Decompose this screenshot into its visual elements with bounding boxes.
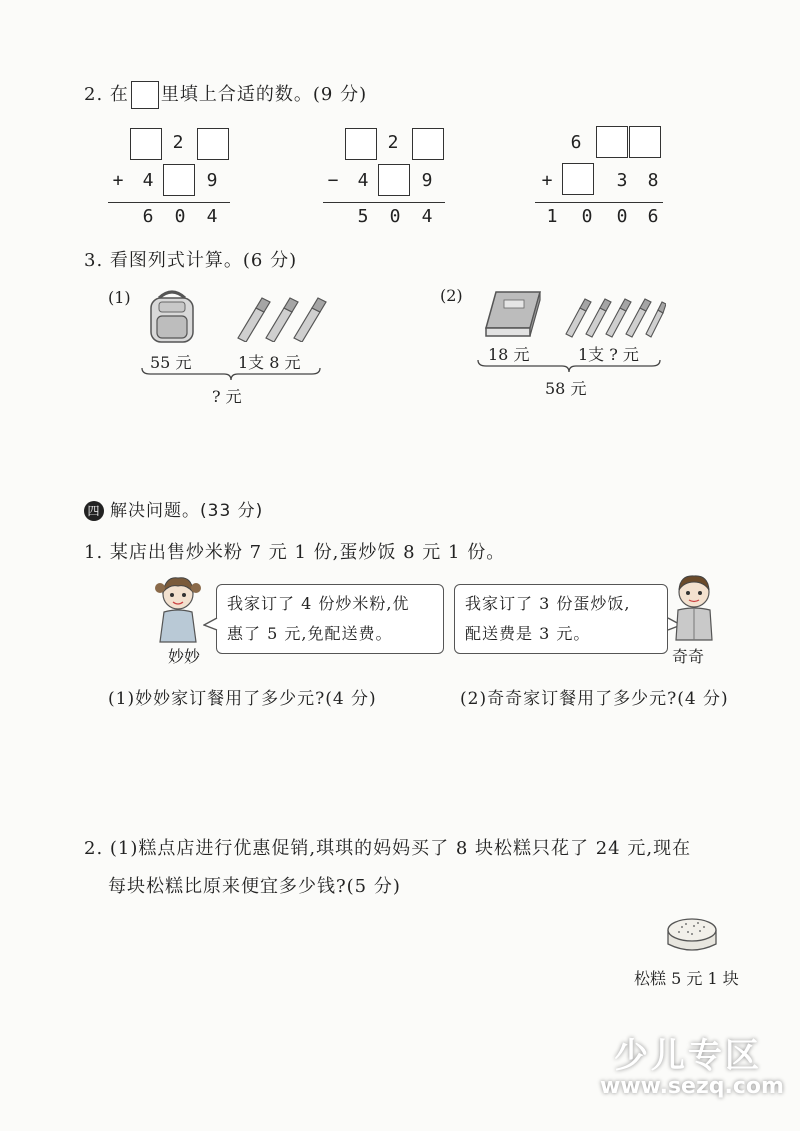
- answer-box[interactable]: [197, 128, 229, 160]
- section4-q1-text: 1. 某店出售炒米粉 7 元 1 份,蛋炒饭 8 元 1 份。: [84, 542, 506, 563]
- answer-box[interactable]: [629, 126, 661, 158]
- book-icon: [482, 288, 542, 340]
- difference-line: [323, 202, 445, 203]
- girl-illustration: [150, 574, 206, 644]
- backpack-icon: [145, 288, 199, 346]
- q3-part2-total: 58 元: [545, 379, 587, 398]
- answer-box[interactable]: [562, 163, 594, 195]
- section4-heading: 四 解决问题。(33 分): [84, 496, 263, 521]
- answer-box[interactable]: [130, 128, 162, 160]
- answer-box[interactable]: [378, 164, 410, 196]
- section-number-badge: 四: [84, 501, 104, 521]
- section4-q2-line1: 2. (1)糕点店进行优惠促销,琪琪的妈妈买了 8 块松糕只花了 24 元,现在: [84, 838, 692, 859]
- speech-tail: [203, 616, 218, 632]
- boy-illustration: [666, 572, 722, 642]
- q1-sub2: (2)奇奇家订餐用了多少元?(4 分): [460, 689, 729, 709]
- brace: [476, 358, 662, 374]
- sum-line: [108, 202, 230, 203]
- pen-price: 1支 ? 元: [578, 345, 639, 364]
- section4-q2-line2: 每块松糕比原来便宜多少钱?(5 分): [108, 876, 401, 897]
- q1-sub1: (1)妙妙家订餐用了多少元?(4 分): [108, 689, 377, 709]
- boy-name: 奇奇: [672, 647, 705, 666]
- girl-name: 妙妙: [168, 647, 201, 666]
- example-blank-box: [131, 81, 159, 109]
- brace: [140, 366, 322, 382]
- q3-part1-label: (1): [108, 288, 131, 307]
- pens-icon: [232, 292, 328, 342]
- q3-part1-total: ? 元: [212, 387, 242, 406]
- q2-title: 2. 在 里填上合适的数。(9 分): [84, 80, 367, 109]
- answer-box[interactable]: [163, 164, 195, 196]
- answer-box[interactable]: [412, 128, 444, 160]
- girl-speech-bubble: 我家订了 4 份炒米粉,优 惠了 5 元,免配送费。: [216, 584, 444, 654]
- q3-part2-label: (2): [440, 286, 463, 305]
- boy-speech-bubble: 我家订了 3 份蛋炒饭, 配送费是 3 元。: [454, 584, 668, 654]
- pen-price: 1支 8 元: [238, 353, 301, 372]
- book-price: 18 元: [488, 345, 530, 364]
- answer-box[interactable]: [596, 126, 628, 158]
- pens-icon: [562, 292, 666, 338]
- backpack-price: 55 元: [150, 353, 192, 372]
- cake-icon: [664, 910, 720, 956]
- q3-title: 3. 看图列式计算。(6 分): [84, 250, 298, 271]
- answer-box[interactable]: [345, 128, 377, 160]
- cake-price-label: 松糕 5 元 1 块: [634, 969, 739, 988]
- sum-line: [535, 202, 663, 203]
- watermark-url: www.sezq.com: [600, 1074, 784, 1099]
- watermark-title: 少儿专区: [614, 1036, 762, 1076]
